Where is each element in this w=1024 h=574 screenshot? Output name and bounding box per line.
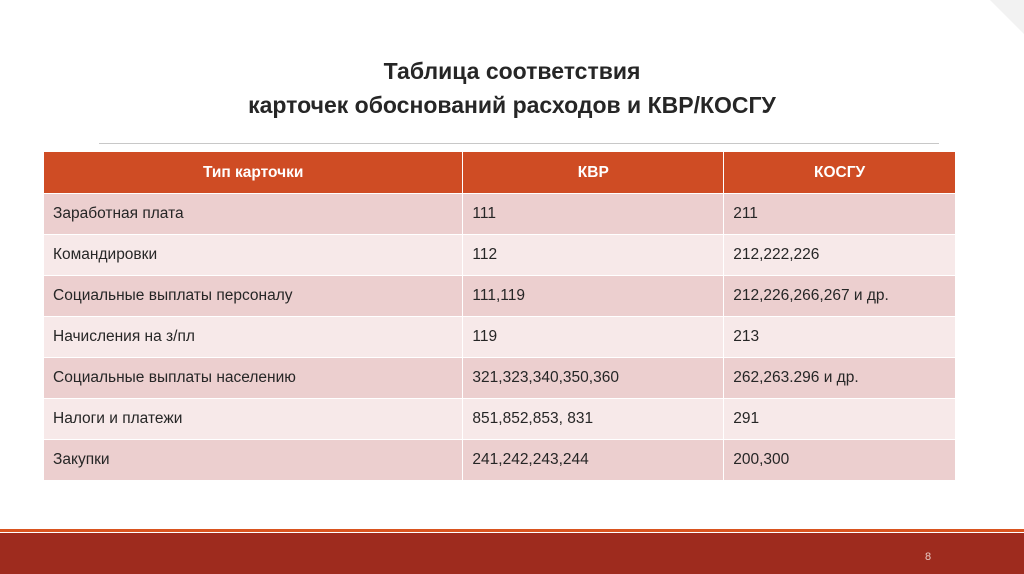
cell-kvr: 119 [463,317,724,358]
title-divider [99,143,939,144]
table-row [44,317,956,358]
cell-card-type: Закупки [44,440,463,481]
cell-kosgu: 291 [724,399,956,440]
cell-card-type: Социальные выплаты персоналу [44,276,463,317]
cell-kvr: 321,323,340,350,360 [463,358,724,399]
table-header-row [44,152,956,194]
cell-kosgu: 211 [724,194,956,235]
table-row [44,399,956,440]
cell-card-type: Налоги и платежи [44,399,463,440]
cell-kvr: 851,852,853, 831 [463,399,724,440]
footer-accent-line [0,529,1024,532]
slide-title-line-2: карточек обоснований расходов и КВР/КОСГУ [248,92,776,118]
table-row [44,276,956,317]
table-row [44,440,956,481]
cell-kvr: 112 [463,235,724,276]
cell-card-type: Командировки [44,235,463,276]
table-row [44,358,956,399]
slide-title [0,54,1024,122]
cell-kvr: 241,242,243,244 [463,440,724,481]
slide-title-line-1: Таблица соответствия [383,58,641,84]
header-kosgu: КОСГУ [724,152,956,194]
footer-bar [0,533,1024,574]
table-row [44,235,956,276]
corner-fold-decoration [990,0,1024,34]
cell-kosgu: 212,222,226 [724,235,956,276]
cell-kvr: 111 [463,194,724,235]
cell-card-type: Заработная плата [44,194,463,235]
cell-kosgu: 200,300 [724,440,956,481]
mapping-table [43,151,956,481]
cell-card-type: Социальные выплаты населению [44,358,463,399]
cell-kosgu: 212,226,266,267 и др. [724,276,956,317]
cell-card-type: Начисления на з/пл [44,317,463,358]
cell-kvr: 111,119 [463,276,724,317]
page-number: 8 [925,551,932,563]
table-row [44,194,956,235]
header-kvr: КВР [463,152,724,194]
cell-kosgu: 213 [724,317,956,358]
header-card-type: Тип карточки [44,152,463,194]
cell-kosgu: 262,263.296 и др. [724,358,956,399]
